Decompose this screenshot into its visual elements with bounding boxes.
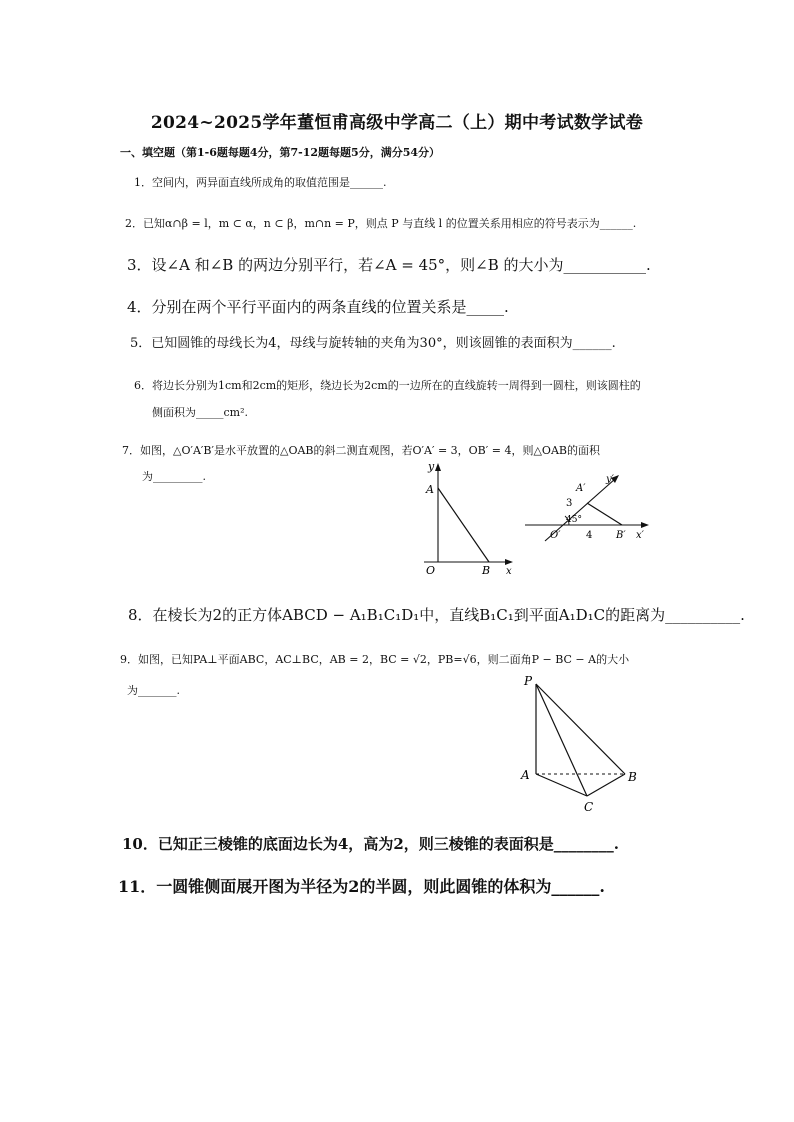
- question-1: 1．空间内，两异面直线所成角的取值范围是______.: [134, 176, 387, 189]
- label-op: O′: [550, 530, 561, 541]
- label-x: x: [506, 566, 512, 577]
- label-b: B: [482, 564, 491, 577]
- edge-ac: [536, 774, 587, 796]
- question-2: 2．已知α∩β = l，m ⊂ α，n ⊂ β，m∩n = P，则点 P 与直线 l 的位置关系用相应的符号表示为______.: [125, 217, 637, 230]
- label-angle: 45°: [566, 515, 582, 525]
- question-4: 4．分别在两个平行平面内的两条直线的位置关系是_____.: [127, 298, 509, 316]
- label-xp: x′: [636, 530, 644, 541]
- label-yp: y′: [606, 474, 614, 485]
- label-ap: A′: [576, 483, 586, 494]
- segment-apbp: [587, 503, 622, 525]
- question-9-line1: 9．如图，已知PA⊥平面ABC，AC⊥BC，AB = 2，BC = √2，PB=√6，则二面角P − BC − A的大小: [120, 653, 630, 666]
- x-prime-arrow: [641, 522, 649, 528]
- figure-7-oblique-view: [520, 465, 660, 545]
- label-a: A: [521, 768, 530, 782]
- x-axis-arrow: [505, 559, 513, 565]
- label-c: C: [584, 800, 594, 814]
- y-axis-arrow: [435, 463, 441, 471]
- section-heading: 一、填空题（第1-6题每题4分，第7-12题每题5分，满分54分）: [120, 146, 441, 159]
- question-10: 10．已知正三棱锥的底面边长为4，高为2，则三棱锥的表面积是________.: [122, 835, 619, 853]
- edge-pb: [536, 684, 625, 774]
- question-5: 5．已知圆锥的母线长为4，母线与旋转轴的夹角为30°，则该圆锥的表面积为______.: [130, 336, 616, 351]
- question-6-line1: 6．将边长分别为1cm和2cm的矩形，绕边长为2cm的一边所在的直线旋转一周得到一圆柱，则该圆柱的: [134, 379, 641, 392]
- question-9-line2: 为_______.: [127, 684, 180, 697]
- label-p: P: [524, 674, 533, 688]
- label-o: O: [426, 564, 436, 577]
- segment-ab: [438, 488, 489, 562]
- label-b: B: [628, 770, 637, 784]
- question-7-line2: 为_________.: [142, 470, 206, 483]
- label-y: y: [428, 460, 435, 473]
- figure-9-pyramid: [514, 668, 654, 820]
- question-3: 3．设∠A 和∠B 的两边分别平行，若∠A = 45°，则∠B 的大小为___________.: [127, 256, 651, 274]
- label-four: 4: [586, 530, 593, 541]
- figure-7-original-triangle: [410, 458, 518, 578]
- question-8: 8．在棱长为2的正方体ABCD − A₁B₁C₁D₁中，直线B₁C₁到平面A₁D₁C的距离为__________.: [128, 606, 745, 624]
- label-a: A: [426, 483, 434, 496]
- question-7-line1: 7．如图，△O′A′B′是水平放置的△OAB的斜二测直观图，若O′A′ = 3，OB′ = 4，则△OAB的面积: [122, 444, 600, 457]
- edge-pc: [536, 684, 587, 796]
- question-11: 11．一圆锥侧面展开图为半径为2的半圆，则此圆锥的体积为______.: [118, 877, 605, 896]
- label-bp: B′: [616, 530, 626, 541]
- exam-title: 2024~2025学年董恒甫高级中学高二（上）期中考试数学试卷: [150, 113, 644, 133]
- edge-cb: [587, 774, 625, 796]
- question-6-line2: 侧面积为_____cm².: [152, 406, 248, 419]
- label-three: 3: [566, 498, 573, 509]
